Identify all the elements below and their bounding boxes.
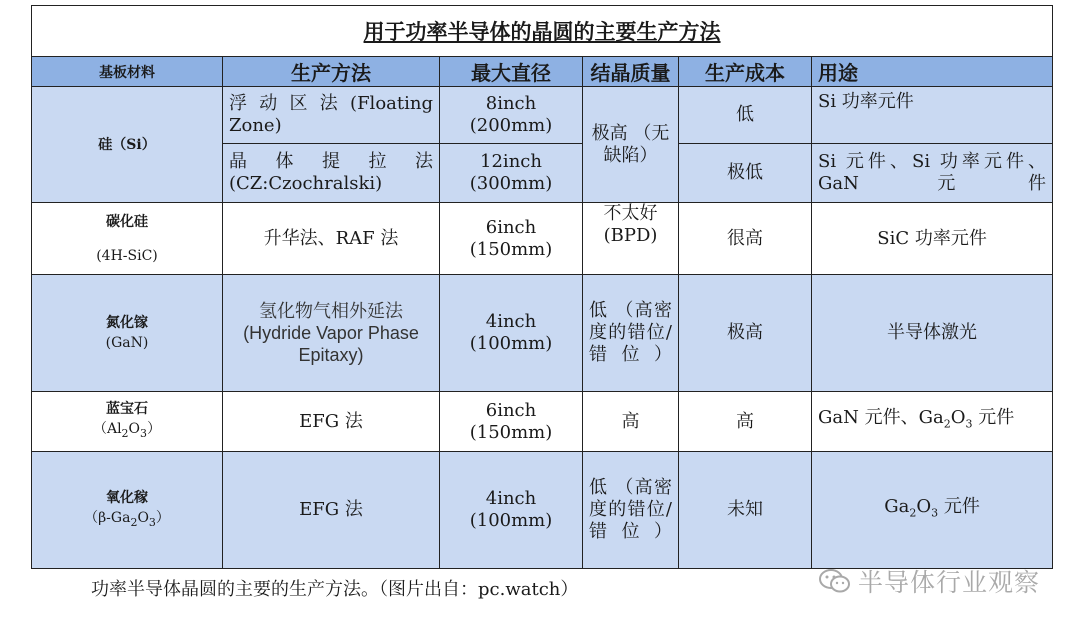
wafer-table-container bbox=[31, 5, 1052, 569]
header-use: 用途 bbox=[812, 57, 1053, 87]
material-formula-sic: (4H-SiC) bbox=[96, 247, 158, 264]
cell-quality-sic: 不太好 (BPD) bbox=[583, 203, 679, 275]
cell-diameter-si-cz: 12inch (300mm) bbox=[440, 144, 583, 203]
table-title-cell bbox=[32, 6, 1053, 57]
cell-method-gan bbox=[223, 275, 440, 392]
table-title: 用于功率半导体的晶圆的主要生产方法 bbox=[363, 19, 721, 44]
cell-use-si-fz: Si 功率元件 bbox=[812, 87, 1053, 144]
cell-diameter-gan: 4inch (100mm) bbox=[440, 275, 583, 392]
method-en-gan: (Hydride Vapor Phase Epitaxy) bbox=[243, 323, 419, 365]
cell-cost-gan: 极高 bbox=[679, 275, 812, 392]
table-row-gan bbox=[32, 275, 1053, 392]
watermark bbox=[818, 563, 1040, 601]
table-row-si-fz bbox=[32, 87, 1053, 144]
cell-cost-sic: 很高 bbox=[679, 203, 812, 275]
cell-method-ga2o3: EFG 法 bbox=[223, 452, 440, 569]
wafer-production-table bbox=[31, 5, 1053, 569]
material-name-sic: 碳化硅 bbox=[106, 213, 148, 230]
wechat-icon bbox=[818, 567, 852, 601]
cell-quality-gan: 低 （高密度的错位/错位） bbox=[583, 275, 679, 392]
cell-material-si: 硅（Si） bbox=[32, 87, 223, 203]
cell-use-ga2o3: $Ga_2O_3$ 元件 bbox=[812, 452, 1053, 569]
cell-material-ga2o3 bbox=[32, 452, 223, 569]
cell-method-si-cz: 晶体提拉法 (CZ:Czochralski) bbox=[223, 144, 440, 203]
cell-method-sic: 升华法、RAF 法 bbox=[223, 203, 440, 275]
cell-material-sapphire bbox=[32, 392, 223, 452]
header-cost: 生产成本 bbox=[679, 57, 812, 87]
table-header-row bbox=[32, 57, 1053, 87]
cell-quality-ga2o3: 低 （高密度的错位/错位） bbox=[583, 452, 679, 569]
cell-cost-ga2o3: 未知 bbox=[679, 452, 812, 569]
cell-diameter-si-fz: 8inch (200mm) bbox=[440, 87, 583, 144]
header-method: 生产方法 bbox=[223, 57, 440, 87]
header-diameter: 最大直径 bbox=[440, 57, 583, 87]
material-name-sapphire: 蓝宝石 bbox=[106, 401, 148, 418]
cell-cost-si-cz: 极低 bbox=[679, 144, 812, 203]
figure-caption: 功率半导体晶圆的主要的生产方法。（图片出自：pc.watch） bbox=[91, 579, 579, 600]
material-formula-gan: (GaN) bbox=[105, 335, 149, 351]
cell-cost-si-fz: 低 bbox=[679, 87, 812, 144]
table-row-ga2o3 bbox=[32, 452, 1053, 569]
cell-material-gan bbox=[32, 275, 223, 392]
watermark-text: 半导体行业观察 bbox=[858, 568, 1041, 597]
cell-method-sapphire: EFG 法 bbox=[223, 392, 440, 452]
cell-diameter-ga2o3: 4inch (100mm) bbox=[440, 452, 583, 569]
cell-use-si-cz: Si 元件、Si 功率元件、GaN 元件 bbox=[812, 144, 1053, 203]
material-formula-ga2o3: $(\beta-Ga_2O_3)$ bbox=[84, 509, 170, 529]
material-name-gan: 氮化镓 bbox=[106, 315, 148, 331]
header-quality: 结晶质量 bbox=[583, 57, 679, 87]
material-name-ga2o3: 氧化稼 bbox=[106, 489, 148, 506]
cell-diameter-sic: 6inch (150mm) bbox=[440, 203, 583, 275]
cell-method-si-fz: 浮动区法(Floating Zone) bbox=[223, 87, 440, 144]
material-formula-sapphire: $(Al_2O_3)$ bbox=[92, 421, 162, 440]
cell-quality-sapphire: 高 bbox=[583, 392, 679, 452]
cell-quality-si: 极高 （无缺陷） bbox=[583, 87, 679, 203]
cell-material-sic bbox=[32, 203, 223, 275]
cell-cost-sapphire: 高 bbox=[679, 392, 812, 452]
cell-diameter-sapphire: 6inch (150mm) bbox=[440, 392, 583, 452]
cell-use-sapphire: GaN 元件、$Ga_2O_3$ 元件 bbox=[812, 392, 1053, 452]
cell-use-sic: SiC 功率元件 bbox=[812, 203, 1053, 275]
table-row-sapphire bbox=[32, 392, 1053, 452]
table-row-sic bbox=[32, 203, 1053, 275]
header-material: 基板材料 bbox=[32, 57, 223, 87]
table-title-row bbox=[32, 6, 1053, 57]
cell-use-gan: 半导体激光 bbox=[812, 275, 1053, 392]
method-cn-gan: 氢化物气相外延法 bbox=[259, 301, 403, 321]
